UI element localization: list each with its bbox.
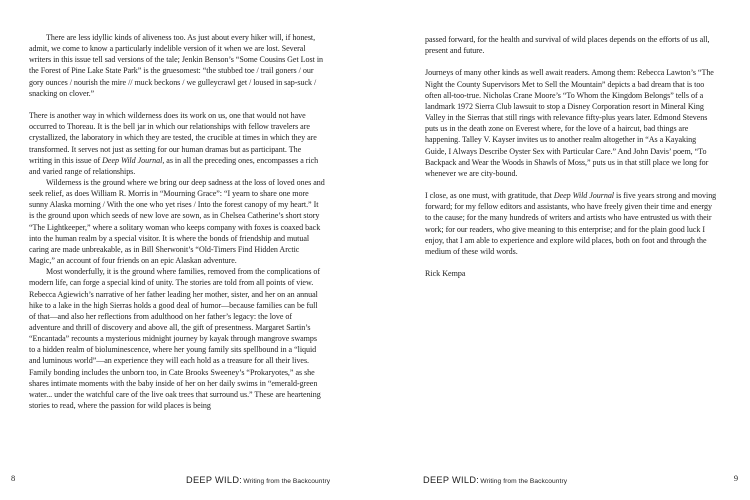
running-title-subtitle: Writing from the Backcountry [480, 478, 568, 485]
body-paragraph [425, 190, 719, 257]
text-run: I close, as one must, with gratitude, that [425, 191, 554, 201]
running-title-separator: : [476, 475, 479, 485]
running-title-right [423, 472, 567, 489]
running-title-main: DEEP WILD [423, 475, 477, 485]
italic-title: Deep Wild Journal [102, 155, 163, 165]
left-page-text-column [29, 32, 325, 411]
running-title-separator: : [239, 475, 242, 485]
left-page-footer [0, 472, 375, 486]
text-run: passed forward, for the health and survival of wild places depends on the efforts of us all, present and future. [425, 35, 710, 56]
body-paragraph [29, 177, 325, 266]
page-number-right: 9 [733, 474, 738, 483]
running-title-subtitle: Writing from the Backcountry [243, 478, 331, 485]
text-run: There is another way in which wilderness does its work on us, one that would not have occurred to Thoreau. It is the bell jar in which our relationships with fellow travelers are crystallized, the laboratory in which they are tested, the crucible at times in which they are transformed. It serves not just as setting for our human dramas but as participant. The writing in this issue of [29, 111, 317, 165]
text-run: Journeys of many other kinds as well await readers. Among them: Rebecca Lawton’s “The Night the County Supervisors Met to Sell the Mountain” depicts a bad dream that is too often all-too-true. Nicholas Crane Moore’s “To Whom the Kingdom Belongs” tells of a landmark 1972 Sierra Club lawsuit to stop a Disney Corporation resort in Mineral King Valley in the Sierras that still rings with relevance fifty-plus years later. Edmond Stevens puts us in the death zone on Everest where, for the love of a haircut, bad things are happening. Talley V. Kayser invites us to another realm altogether in “As a Kayaking Guide, I Always Describe Oyster Sex with Particular Care.” And John Davis’ poem, “To Backpack and Wear the Woods in Shawls of Moss,” puts us in that still place we long for whenever we are city-bound. [425, 68, 714, 178]
text-run: Most wonderfully, it is the ground where families, removed from the complications of modern life, can forge a special kind of unity. The stories are told from all points of view. Rebecca Agiewich’s narrative of her father leading her mother, sister, and her on an annual hike to a lake in the high Sierras holds a good deal of humor—because families can be full of that—and also her reflections from adulthood on her father’s legacy: the love of adventure and thrill of discovery and above all, the gift of presentness. Margaret Sartin’s “Encantada” recounts a mysterious midnight journey by kayak through mangrove swamps to a hidden realm of bioluminescence, where her young family sits spellbound in a “liquid and luminous world”—an experience they will each hold as a treasure for all their lives. Family bonding includes the unborn too, in Cate Brooks Sweeney’s “Prokaryotes,” as she shares intimate moments with the baby inside of her on her daily swims in “emerald-green water... under the watchful care of the live oak trees that surround us.” These are heartening stories to read, where the passion for wild places is being [29, 267, 321, 411]
running-title-main: DEEP WILD [186, 475, 240, 485]
running-title-left [186, 472, 330, 489]
right-page-text-column [425, 34, 719, 279]
body-paragraph [29, 266, 325, 411]
right-page-footer [375, 472, 750, 486]
body-paragraph [29, 32, 325, 99]
author-signature: Rick Kempa [425, 269, 466, 279]
italic-title: Deep Wild Journal [553, 191, 614, 201]
text-run: is five years strong and moving forward; for my fellow editors and assistants, who have freely given their time and energy to the cause; for the many hundreds of writers and artists who have entrusted us with their work; for our readers, who give meaning to this enterprise; and for the plain good luck I enjoy, that I am able to experience and explore wild places, both on foot and through the medium of these wild words. [425, 191, 717, 256]
page-number-left: 8 [11, 474, 16, 483]
body-paragraph [425, 67, 719, 179]
text-run: Wilderness is the ground where we bring our deep sadness at the loss of loved ones and seek relief, as does William R. Morris in “Mourning Grace”: “I yearn to share one more sunny Alaska morning / With the one who yet rises / Into the forest canopy of my heart.” It is the ground upon which seeds of new love are sown, as in Chelsea Catherine’s short story “The Lightkeeper,” where a solitary woman who keeps company with foxes is coaxed back into the human realm by a special visitor. It is where the bonds of friendship and mutual caring are made unbreakable, as in Bill Sherwonit’s “Old-Timers Find Hidden Arctic Magic,” an account of four friends on an epic Alaskan adventure. [29, 177, 325, 266]
body-paragraph [29, 110, 325, 177]
text-run: , as in all the preceding ones, encompasses a rich and varied range of relationships. [29, 155, 319, 176]
text-run: There are less idyllic kinds of aliveness too. As just about every hiker will, if honest, admit, we come to know a particularly indelible version of it when we are lost. Several writers in this issue tell sad versions of the tale; Jenkin Benson’s “Some Cousins Get Lost in the Forest of Pine Lake State Park” is the gruesomest: “the stubbed toe / trail goners / our gory ounces / nourish the mire // muck beckons / we gulleycrawl get / loused in sap-suck / snacking on clover.” [29, 33, 323, 98]
page-right [375, 0, 750, 500]
body-paragraph [425, 34, 719, 56]
